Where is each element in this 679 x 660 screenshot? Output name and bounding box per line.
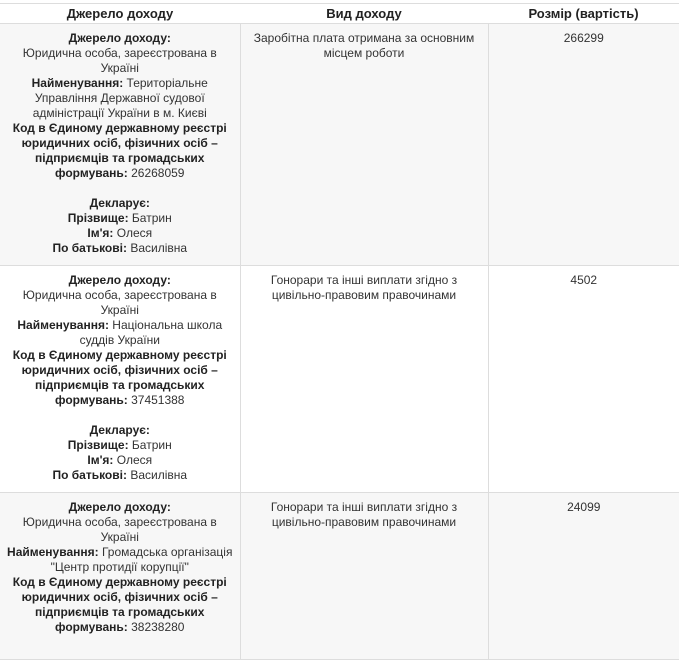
- header-row: [0, 4, 679, 24]
- source-cell: Джерело доходу: Юридична особа, зареєстрована в Україні Найменування: Територіальне Управління Державної судової адміністрації України в м. Києві Код в Єдиному державному реєстрі юридичних осіб, фізичних осіб – підприємців та громадських формувань: 26268059 Декларує: Прізвище: Батрин Ім'я: Олеся По батькові: Василівна: [0, 24, 240, 266]
- source-cell: Джерело доходу: Юридична особа, зареєстрована в Україні Найменування: Національна школа суддів України Код в Єдиному державному реєстрі юридичних осіб, фізичних осіб – підприємців та громадських формувань: 37451388 Декларує: Прізвище: Батрин Ім'я: Олеся По батькові: Василівна: [0, 266, 240, 493]
- header-amount: Розмір (вартість): [488, 4, 679, 24]
- income-type-cell: Гонорари та інші виплати згідно з цивільно-правовим правочинами: [240, 493, 488, 660]
- table-row: [0, 266, 679, 493]
- table-row: [0, 493, 679, 660]
- income-type-cell: Заробітна плата отримана за основним місцем роботи: [240, 24, 488, 266]
- header-source: Джерело доходу: [0, 4, 240, 24]
- amount-cell: 24099: [488, 493, 679, 660]
- header-income-type: Вид доходу: [240, 4, 488, 24]
- amount-cell: 266299: [488, 24, 679, 266]
- table-row: [0, 24, 679, 266]
- income-table: [0, 3, 679, 660]
- source-cell: Джерело доходу: Юридична особа, зареєстрована в Україні Найменування: Громадська організація "Центр протидії корупції" Код в Єдиному державному реєстрі юридичних осіб, фізичних осіб – підприємців та громадських формувань: 38238280: [0, 493, 240, 660]
- income-type-cell: Гонорари та інші виплати згідно з цивільно-правовим правочинами: [240, 266, 488, 493]
- amount-cell: 4502: [488, 266, 679, 493]
